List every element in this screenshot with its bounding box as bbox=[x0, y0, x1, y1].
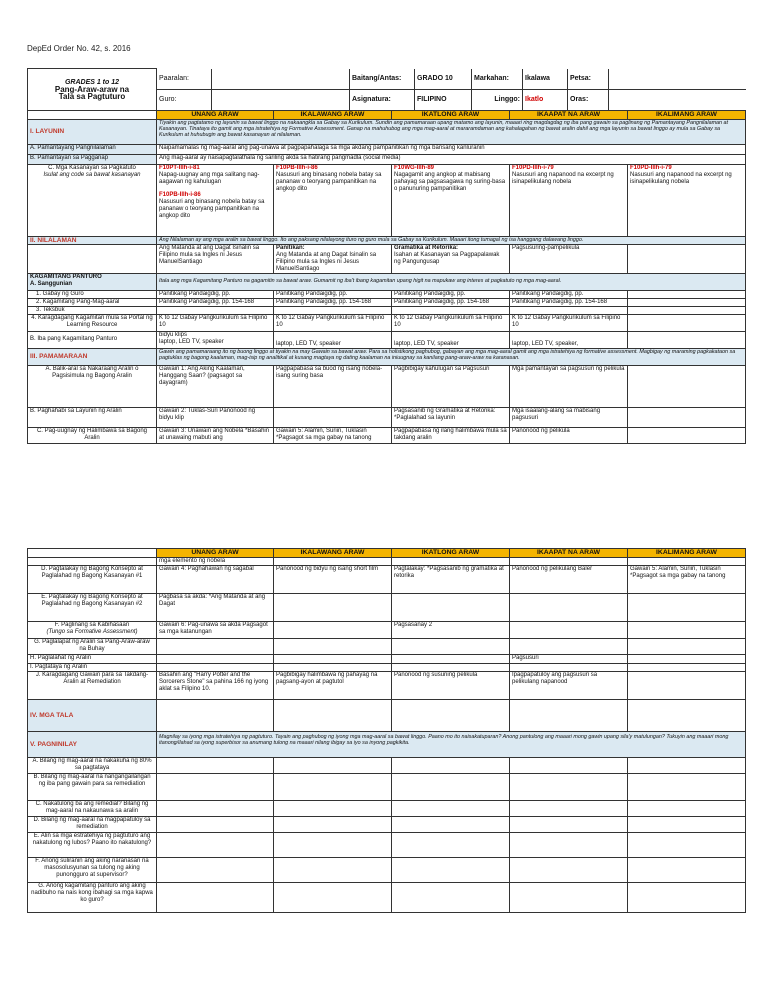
pagninilay-g-day3[interactable] bbox=[392, 883, 510, 913]
pamantayan-pagganap-label: B. Pamantayan sa Pagganap bbox=[28, 154, 157, 164]
nilalaman-day1: Ang Matanda at ang Dagat Isinalin sa Filipino mula sa Ingles ni Jesus ManuelSantiago bbox=[157, 244, 274, 273]
balik-aral-label: A. Balik-aral sa Nakaraang Aralin o Pagsisimula ng Bagong Aralin bbox=[28, 365, 157, 407]
pamantayang-pangnilalaman-label: A. Pamantayang Pangnilalaman bbox=[28, 144, 157, 154]
kasanayan-day4-text: Nasusuri ang napanood na excerpt ng isinapelikulang nobela bbox=[512, 171, 614, 185]
kasanayan-label: C. Mga Kasanayan sa Pagkatuto bbox=[48, 164, 136, 171]
teksbuk-label: 3. Teksbuk bbox=[28, 306, 157, 314]
takdang-aralin-day2: Pagbibigay halimbawa ng pahayag na pagsang-ayon at pagtutol bbox=[274, 672, 392, 700]
pagtalakay2-day1: Pagbasa sa akda: *Ang Matanda at ang Dagat bbox=[157, 594, 274, 622]
gabay-guro-day4: Panitikang Pandaigdig, pp. bbox=[510, 290, 628, 298]
dll-title-line2: Tala sa Pagtuturo bbox=[58, 91, 126, 101]
paghahabi-day1: Gawain 2: Tuklas-Suri Panonood ng bidyu klip bbox=[157, 407, 274, 427]
pagninilay-c-day4[interactable] bbox=[510, 801, 628, 817]
pamamaraan-label: III. PAMAMARAAN bbox=[28, 348, 157, 365]
pagninilay-f-label: F. Anong suliranin ang aking naranasan na masosolusyunan sa tulong ng aking punongguro at supervisor? bbox=[28, 858, 157, 883]
iba-pang-kagamitan-day2: laptop, LED TV, speaker bbox=[274, 331, 392, 348]
paghahabi-day5 bbox=[628, 407, 746, 427]
pagninilay-b-day1[interactable] bbox=[157, 774, 274, 801]
paghahabi-label: B. Paghahabi sa Layunin ng Aralin bbox=[28, 407, 157, 427]
pagninilay-g-label: G. Anong kagamitang panturo ang aking nadibuho na nais kong ibahagi sa mga kapwa ko guro? bbox=[28, 883, 157, 913]
learning-resource-day3: K to 12 Gabay Pangkurikulum sa Filipino 10 bbox=[392, 314, 510, 331]
paglalahat-label: H. Paglalahat ng Aralin bbox=[28, 655, 157, 664]
paaralan-field[interactable] bbox=[212, 69, 350, 89]
kabihasaan-label: F. Paglinang sa Kabihasaan bbox=[54, 622, 130, 628]
deped-order-label: DepEd Order No. 42, s. 2016 bbox=[27, 44, 131, 53]
nilalaman-day4: Pagsusuring-pampelikula bbox=[510, 244, 628, 273]
dll-table-page1 bbox=[27, 68, 746, 444]
kasanayan-day1-code: F10PT-IIIh-i-81 bbox=[159, 164, 200, 171]
pag-uugnay-day5 bbox=[628, 427, 746, 443]
iba-pang-kagamitan-day5 bbox=[628, 331, 746, 348]
pagtalakay1-day5: Gawain 5: Alamin, Suriin, Tuklasin *Pagsagot sa mga gabay na tanong bbox=[628, 566, 746, 594]
balik-aral-day3: Pagbibigay kahulugan sa Pagsusuri bbox=[392, 365, 510, 407]
kasanayan-day2-code: F10PB-IIIh-i-86 bbox=[276, 164, 318, 171]
takdang-aralin-day1: Basahin ang "Harry Potter and the Sorcerers Stone" sa pahina 166 ng iyong aklat sa Filipino 10. bbox=[157, 672, 274, 700]
kabihasaan-day1: Gawain 6: Pag-unawa sa akda Pagsagot sa mga katanungan bbox=[157, 622, 274, 639]
iba-day1-line2: laptop, LED TV, speaker bbox=[159, 338, 224, 345]
learning-resource-day2: K to 12 Gabay Pangkurikulum sa Filipino 10 bbox=[274, 314, 392, 331]
takdang-aralin-label: J. Karagdagang Gawain para sa Takdang-Aralin at Remediation bbox=[28, 672, 157, 700]
dll-table-page2 bbox=[27, 548, 746, 913]
day-header-2: IKALAWANG ARAW bbox=[274, 110, 392, 119]
kagamitang-mag-aaral-day4: Panitikang Pandaigdig, pp. 154-168 bbox=[510, 298, 628, 306]
asignatura-value: FILIPINO bbox=[415, 90, 472, 110]
gabay-guro-label: 1. Gabay ng Guro bbox=[28, 290, 157, 298]
pagninilay-b-day5[interactable] bbox=[628, 774, 746, 801]
kagamitang-mag-aaral-day1: Panitikang Pandaigdig, pp. 154-168 bbox=[157, 298, 274, 306]
balik-aral-day4: Mga pamantayan sa pagsusuri ng pelikula bbox=[510, 365, 628, 407]
pagninilay-e-day1[interactable] bbox=[157, 833, 274, 858]
pagninilay-f-day5[interactable] bbox=[628, 858, 746, 883]
pagninilay-f-day1[interactable] bbox=[157, 858, 274, 883]
paghahabi-day2 bbox=[274, 407, 392, 427]
kagamitang-mag-aaral-day3: Panitikang Pandaigdig, pp. 154-168 bbox=[392, 298, 510, 306]
kagamitan-note: Itala ang mga Kagamitang Panturo na gagamitin sa bawat araw. Gumamit ng iba't ibang kagamitan upang higit na mapukaw ang interes at pagkatuto ng mga mag-aaral. bbox=[157, 273, 746, 290]
pagninilay-d-day3[interactable] bbox=[392, 817, 510, 833]
balik-aral-day1: Gawain 1: Ang Aking Kaalaman, Hanggang Saan? (pagsagot sa dayagram) bbox=[157, 365, 274, 407]
grades-label: GRADES 1 to 12 bbox=[64, 78, 120, 86]
kasanayan-day4 bbox=[510, 164, 628, 236]
pagninilay-f-day2[interactable] bbox=[274, 858, 392, 883]
kasanayan-day3 bbox=[392, 164, 510, 236]
pagninilay-g-day1[interactable] bbox=[157, 883, 274, 913]
learning-resource-day4: K to 12 Gabay Pangkurikulum sa Filipino 10 bbox=[510, 314, 628, 331]
paaralan-label: Paaralan: bbox=[157, 69, 212, 89]
iba-day1-line1: bidyu klips bbox=[159, 331, 188, 338]
sanggunian-label: A. Sanggunian bbox=[30, 280, 72, 287]
nilalaman-day2 bbox=[274, 244, 392, 273]
iba-pang-kagamitan-day3: laptop, LED TV, speaker bbox=[392, 331, 510, 348]
pagninilay-f-day3[interactable] bbox=[392, 858, 510, 883]
pagninilay-c-day1[interactable] bbox=[157, 801, 274, 817]
guro-field[interactable] bbox=[212, 90, 350, 110]
pagninilay-b-day2[interactable] bbox=[274, 774, 392, 801]
pagninilay-b-label: B. Bilang ng mag-aaral na nangangailangan ng iba pang gawain para sa remediation bbox=[28, 774, 157, 801]
pagninilay-e-day5[interactable] bbox=[628, 833, 746, 858]
pagninilay-a-day5[interactable] bbox=[628, 758, 746, 774]
nilalaman-day2-text: Ang Matanda at ang Dagat Isinalin sa Filipino mula sa Ingles ni Jesus ManuelSantiago bbox=[276, 251, 377, 272]
blank-corner-2 bbox=[28, 549, 157, 558]
kasanayan-day4-code: F10PD-IIIh-i-79 bbox=[512, 164, 554, 171]
day-header-p2-1: UNANG ARAW bbox=[157, 549, 274, 558]
pagninilay-a-day1[interactable] bbox=[157, 758, 274, 774]
pagninilay-e-label: E. Alin sa mga estratehiya ng pagtuturo ang nakatulong ng lubos? Paano ito nakatulong? bbox=[28, 833, 157, 858]
pagninilay-d-day1[interactable] bbox=[157, 817, 274, 833]
iba-pang-kagamitan-day1 bbox=[157, 331, 274, 348]
gabay-guro-day1: Panitikang Pandaigdig, pp. bbox=[157, 290, 274, 298]
guro-label: Guro: bbox=[157, 90, 212, 110]
nilalaman-label: II. NILALAMAN bbox=[28, 236, 157, 244]
pagninilay-c-day3[interactable] bbox=[392, 801, 510, 817]
pag-uugnay-day1: Gawain 3: Unawain ang Nobela *Basahin at unawaing mabuti ang bbox=[157, 427, 274, 443]
kagamitang-mag-aaral-day2: Panitikang Pandaigdig, pp. 154-168 bbox=[274, 298, 392, 306]
gabay-guro-day5 bbox=[628, 290, 746, 298]
kagamitan-label: KAGAMITANG PANTURO bbox=[30, 273, 102, 280]
pamamaraan-note: Gawin ang pamamaraang ito ng buong linggo at tiyakin na may Gawain sa bawat araw. Para sa holistikong paghubog, gabayan ang mga mag-aaral gamit ang mga istratehiya ng formative assessment. Magbigay ng maraming pagkakataon sa pagtuklas ng bagong kaalaman, mag-isip ng analitikal at kusang magtaya ng dating kaalaman na iniuugnay sa kanilang pang-araw-araw na karanasan. bbox=[157, 348, 746, 365]
kasanayan-day1 bbox=[157, 164, 274, 236]
kasanayan-day1-text2: Nasusuri ang binasang nobela batay sa pananaw o teoryang pampanitikan na angkop dito bbox=[159, 198, 265, 219]
asignatura-label: Asignatura: bbox=[350, 90, 415, 110]
day-header-3: IKATLONG ARAW bbox=[392, 110, 510, 119]
pagninilay-d-day2[interactable] bbox=[274, 817, 392, 833]
pagninilay-c-day2[interactable] bbox=[274, 801, 392, 817]
pagninilay-e-day4[interactable] bbox=[510, 833, 628, 858]
pag-uugnay-day4: Panonood ng pelikula bbox=[510, 427, 628, 443]
pagninilay-g-day5[interactable] bbox=[628, 883, 746, 913]
nilalaman-day3-text: Isahan at Kasanayan sa Pagpapalawak ng Pangungusap bbox=[394, 251, 500, 265]
pag-uugnay-day3: Pagpapabasa ng ilang halimbawa mula sa takdang aralin bbox=[392, 427, 510, 443]
nilalaman-day3 bbox=[392, 244, 510, 273]
day-header-p2-4: IKAAPAT NA ARAW bbox=[510, 549, 628, 558]
day-header-p2-3: IKATLONG ARAW bbox=[392, 549, 510, 558]
paghahabi-day4: Mga isaalang-alang sa mabisang pagsusuri bbox=[510, 407, 628, 427]
grades-title-cell bbox=[28, 69, 157, 111]
petsa-label: Petsa: bbox=[568, 69, 609, 89]
kabihasaan-label-cell bbox=[28, 622, 157, 639]
kasanayan-day5 bbox=[628, 164, 746, 236]
pagninilay-g-day4[interactable] bbox=[510, 883, 628, 913]
paglalapat-label: G. Paglalapat ng Aralin sa Pang-Araw-araw na Buhay bbox=[28, 639, 157, 655]
day-header-5: IKALIMANG ARAW bbox=[628, 110, 746, 119]
pamantayang-pangnilalaman-text: Naipamamalas ng mag-aaral ang pag-unawa at pagpapahalaga sa mga akdang pampanitikan ng mga bansang kanluranin bbox=[157, 144, 746, 154]
pagtalakay1-day3: Pagtalakay: *Pagsasanib ng gramatika at retorika bbox=[392, 566, 510, 594]
markahan-value: Ikalawa bbox=[523, 69, 568, 89]
kasanayan-day5-text: Nasusuri ang napanood na excerpt ng isinapelikulang nobela bbox=[630, 171, 732, 185]
kasanayan-day1-code2: F10PB-IIIh-i-86 bbox=[159, 191, 201, 198]
learning-resource-day1: K to 12 Gabay Pangkurikulum sa Filipino 10 bbox=[157, 314, 274, 331]
pagtataya-label: I. Pagtataya ng Aralin bbox=[28, 664, 157, 672]
kasanayan-label-cell bbox=[28, 164, 157, 236]
pagninilay-b-day4[interactable] bbox=[510, 774, 628, 801]
kagamitan-label-cell bbox=[28, 273, 157, 290]
layunin-text: Tiyakin ang pagtatamo ng layunin sa bawat linggo na nakaangkla sa Gabay sa Kurikulum. Sundin ang pamamaraan upang matamo ang layunin, maaari ring magdagdag ng iba pang gawain sa paglinang ng Pamantayang Pangnilalaman at Kasanayan. Tinataya ito gamit ang mga istratehiya ng Formative Assessment. Ganap na mahuhubog ang mga mag-aaral at mararamdaman ang kahalagahan ng bawat aralin dahil ang mga layunin sa bawat linggo ay mula sa Gabay sa Kurikulum at huhubugin ang bawat kasanayan at nilalaman. bbox=[157, 119, 746, 144]
pagninilay-a-day3[interactable] bbox=[392, 758, 510, 774]
blank-corner bbox=[28, 110, 157, 119]
pagninilay-b-day3[interactable] bbox=[392, 774, 510, 801]
pagninilay-note: Magnilay sa iyong mga istratehiya ng pagtuturo. Tayain ang paghubog ng iyong mga mag-aaral sa bawat linggo. Paano mo ito naisakatuparan? Anong pantulong ang maaari mong gawin upang sila'y matulungan? Tukuyin ang maaari mong itanong/ilahad sa iyong superbisor sa anumang tulong na maaari nilang ibigay sa iyo sa inyong pagkikita. bbox=[157, 732, 746, 758]
baitang-value: GRADO 10 bbox=[415, 69, 472, 89]
markahan-label: Markahan: bbox=[472, 69, 523, 89]
carry-day1: mga elemento ng nobela bbox=[157, 558, 274, 566]
layunin-label: I. LAYUNIN bbox=[28, 119, 157, 144]
pagninilay-a-label: A. Bilang ng mag-aaral na nakakuha ng 80% sa pagtataya bbox=[28, 758, 157, 774]
pagninilay-c-label: C. Nakatulong ba ang remedial? Bilang ng mag-aaral na nakaunawa sa aralin bbox=[28, 801, 157, 817]
nilalaman-day5 bbox=[628, 244, 746, 273]
pagninilay-d-day4[interactable] bbox=[510, 817, 628, 833]
linggo-label: Linggo: bbox=[472, 90, 523, 110]
nilalaman-blank bbox=[28, 244, 157, 273]
nilalaman-note: Ang Nilalaman ay ang mga aralin sa bawat linggo. Ito ang paksang nilalayong ituro ng guro mula sa Gabay sa Kurikulum. Maaari itong tumagal ng isa hanggang dalawang linggo. bbox=[157, 236, 746, 244]
day-header-p2-5: IKALIMANG ARAW bbox=[628, 549, 746, 558]
pagtalakay2-label: E. Pagtalakay ng Bagong Konsepto at Paglalahad ng Bagong Kasanayan #2 bbox=[28, 594, 157, 622]
kasanayan-day2 bbox=[274, 164, 392, 236]
day-header-4: IKAAPAT NA ARAW bbox=[510, 110, 628, 119]
pagninilay-label: V. PAGNINILAY bbox=[28, 732, 157, 758]
pagtalakay1-label: D. Pagtalakay ng Bagong Konsepto at Paglalahad ng Bagong Kasanayan #1 bbox=[28, 566, 157, 594]
pagninilay-d-label: D. Bilang ng mag-aaral na magpapatuloy sa remediation bbox=[28, 817, 157, 833]
gabay-guro-day2: Panitikang Pandaigdig, pp. bbox=[274, 290, 392, 298]
nilalaman-day3-head: Gramatika at Retorika: bbox=[394, 244, 459, 251]
pagninilay-d-day5[interactable] bbox=[628, 817, 746, 833]
pagninilay-a-day4[interactable] bbox=[510, 758, 628, 774]
balik-aral-day2: Pagpapabasa sa buod ng isang nobela- isang suring basa bbox=[274, 365, 392, 407]
pagninilay-c-day5[interactable] bbox=[628, 801, 746, 817]
iba-pang-kagamitan-label: B. Iba pang Kagamitang Panturo bbox=[28, 331, 157, 348]
paglalahat-day4: Pagsusuri bbox=[510, 655, 628, 664]
kabihasaan-sublabel: (Tungo sa Formative Assessment) bbox=[46, 629, 138, 635]
kasanayan-day3-text: Nagagamit ang angkop at mabisang pahayag sa pagsasagawa ng suring-basa o panunuring pampanitikan bbox=[394, 171, 506, 192]
learning-resource-day5 bbox=[628, 314, 746, 331]
pagninilay-e-day3[interactable] bbox=[392, 833, 510, 858]
kasanayan-sublabel: Isulat ang code sa bawat kasanayan bbox=[43, 171, 141, 178]
petsa-field[interactable] bbox=[609, 69, 746, 89]
pag-uugnay-label: C. Pag-uugnay ng Halimbawa sa Bagong Aralin bbox=[28, 427, 157, 443]
pagninilay-e-day2[interactable] bbox=[274, 833, 392, 858]
gabay-guro-day3: Panitikang Pandaigdig, pp. bbox=[392, 290, 510, 298]
paghahabi-day3: Pagsasanib ng Gramatika at Retorika: *Paglalahad sa layunin bbox=[392, 407, 510, 427]
day-header-1: UNANG ARAW bbox=[157, 110, 274, 119]
balik-aral-day5 bbox=[628, 365, 746, 407]
kasanayan-day1-text: Napag-uugnay ang mga salitang nag-aagawan ng kahulugan bbox=[159, 171, 260, 185]
baitang-label: Baitang/Antas: bbox=[350, 69, 415, 89]
takdang-aralin-day3: Panonood ng susuriing pelikula bbox=[392, 672, 510, 700]
kabihasaan-day3: Pagsasanay 2 bbox=[392, 622, 510, 639]
kasanayan-day5-code: F10PD-IIIh-i-79 bbox=[630, 164, 672, 171]
oras-field[interactable] bbox=[609, 90, 746, 110]
iba-pang-kagamitan-day4: laptop, LED TV, speaker, bbox=[510, 331, 628, 348]
pagtalakay1-day2: Panonood ng bidyu ng isang short film bbox=[274, 566, 392, 594]
pagninilay-a-day2[interactable] bbox=[274, 758, 392, 774]
nilalaman-day2-head: Panitikan: bbox=[276, 244, 305, 251]
dll-title-line1: Pang-Araw-araw na bbox=[54, 84, 130, 94]
kagamitang-mag-aaral-label: 2. Kagamitang Pang-Mag-aaral bbox=[28, 298, 157, 306]
pag-uugnay-day2: Gawain 5: Alamin, Suriin, Tuklasin *Pagsagot sa mga gabay na tanong bbox=[274, 427, 392, 443]
kagamitang-mag-aaral-day5 bbox=[628, 298, 746, 306]
takdang-aralin-day4: Ipagpapatuloy ang pagsusuri sa pelikulang napanood bbox=[510, 672, 628, 700]
pagtalakay1-day1: Gawain 4: Paghahawan ng sagabal bbox=[157, 566, 274, 594]
pagninilay-f-day4[interactable] bbox=[510, 858, 628, 883]
day-header-p2-2: IKALAWANG ARAW bbox=[274, 549, 392, 558]
pagninilay-g-day2[interactable] bbox=[274, 883, 392, 913]
mga-tala-label: IV. MGA TALA bbox=[28, 700, 157, 732]
kasanayan-day2-text: Nasusuri ang binasang nobela batay sa pananaw o teoryang pampanitikan na angkop dito bbox=[276, 171, 382, 192]
pagtalakay1-day4: Panonood ng pelikulang Baler bbox=[510, 566, 628, 594]
oras-label: Oras: bbox=[568, 90, 609, 110]
linggo-value: Ikatlo bbox=[523, 90, 568, 110]
pamantayan-pagganap-text: Ang mag-aaral ay naisapagtalathala ng sariling akda sa hatirang pangmadla (social media) bbox=[157, 154, 746, 164]
learning-resource-label: 4. Karagdagang Kagamitan mula sa Portal ng Learning Resource bbox=[28, 314, 157, 331]
kasanayan-day3-code: F10WG-IIIh-89 bbox=[394, 164, 435, 171]
